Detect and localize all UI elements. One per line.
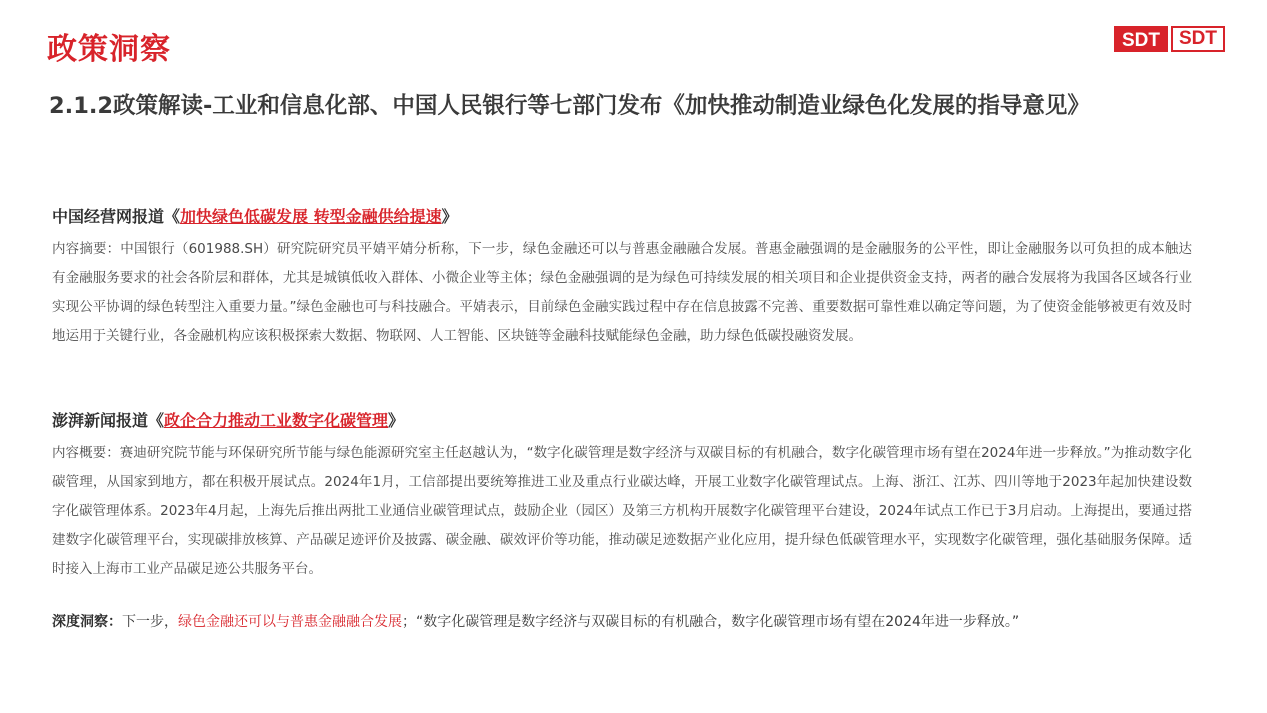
sdt-logo <box>1114 26 1225 52</box>
page-title: 2.1.2政策解读-工业和信息化部、中国人民银行等七部门发布《加快推动制造业绿色化发展的指导意见》 <box>49 93 1090 119</box>
article-source-suffix: 》 <box>388 411 405 430</box>
article-body-1: 内容摘要：中国银行（601988.SH）研究院研究员平婧平婧分析称，下一步，绿色金融还可以与普惠金融融合发展。普惠金融强调的是金融服务的公平性，即让金融服务以可负担的成本触达有金融服务要求的社会各阶层和群体，尤其是城镇低收入群体、小微企业等主体；绿色金融强调的是为绿色可持续发展的相关项目和企业提供资金支持，两者的融合发展将为我国各区域各行业实现公平协调的绿色转型注入重要力量。”绿色金融也可与科技融合。平婧表示，目前绿色金融实践过程中存在信息披露不完善、重要数据可靠性难以确定等问题，为了使资金能够被更有效及时地运用于关键行业，各金融机构应该积极探索大数据、物联网、人工智能、区块链等金融科技赋能绿色金融，助力绿色低碳投融资发展。 <box>52 241 1192 344</box>
deep-insight <box>52 609 1212 635</box>
article-body-2: 内容概要：赛迪研究院节能与环保研究所节能与绿色能源研究室主任赵越认为，“数字化碳管理是数字经济与双碳目标的有机融合，数字化碳管理市场有望在2024年进一步释放。”为推动数字化碳管理，从国家到地方，都在积极开展试点。2024年1月，工信部提出要统筹推进工业及重点行业碳达峰，开展工业数字化碳管理试点。上海、浙江、江苏、四川等地于2023年起加快建设数字化碳管理体系。2023年4月起，上海先后推出两批工业通信业碳管理试点，鼓励企业（园区）及第三方机构开展数字化碳管理平台建设，2024年试点工作已于3月启动。上海提出，要通过搭建数字化碳管理平台，实现碳排放核算、产品碳足迹评价及披露、碳金融、碳效评价等功能，推动碳足迹数据产业化应用，提升绿色低碳管理水平，实现数字化碳管理，强化基础服务保障。适时接入上海市工业产品碳足迹公共服务平台。 <box>52 445 1192 577</box>
article-block-1 <box>52 205 1192 351</box>
article-source-suffix: 》 <box>441 207 458 226</box>
insight-label: 深度洞察： <box>52 614 122 630</box>
insight-text-after: ；“数字化碳管理是数字经济与双碳目标的有机融合，数字化碳管理市场有望在2024年进一步释放。” <box>402 614 1020 630</box>
insight-highlight: 绿色金融还可以与普惠金融融合发展 <box>178 614 402 630</box>
article-link-2[interactable]: 政企合力推动工业数字化碳管理 <box>164 411 389 430</box>
logo-right-text: SDT <box>1171 26 1225 52</box>
section-title: 政策洞察 <box>47 32 171 67</box>
insight-text-before: 下一步， <box>122 614 178 630</box>
article-source-prefix: 澎湃新闻报道《 <box>52 411 165 430</box>
article-heading-2 <box>52 409 1192 433</box>
article-block-2 <box>52 409 1192 584</box>
article-source-prefix: 中国经营网报道《 <box>52 207 181 226</box>
article-link-1[interactable]: 加快绿色低碳发展 转型金融供给提速 <box>180 207 442 226</box>
logo-left-text: SDT <box>1114 26 1168 52</box>
article-heading-1 <box>52 205 1192 229</box>
